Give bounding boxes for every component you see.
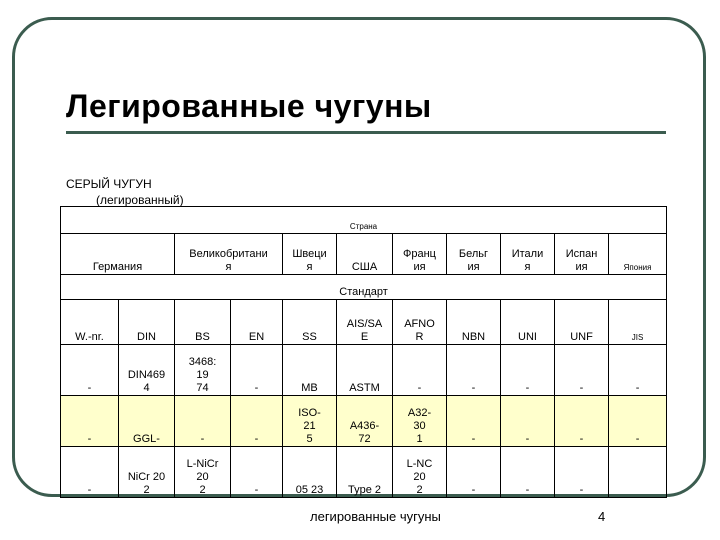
standard-header-cell: SS [283,300,337,345]
table-cell: NiCr 20 2 [119,447,175,498]
slide-footer: легированные чугуны [310,509,441,524]
table-cell: A436- 72 [337,396,393,447]
table-cell: A32- 30 1 [393,396,447,447]
table-cell: L-NiCr 20 2 [175,447,231,498]
standard-header-cell: UNI [501,300,555,345]
table-cell: Type 2 [337,447,393,498]
table-cell: - [609,345,667,396]
standard-header-cell: DIN [119,300,175,345]
table-cell: - [231,447,283,498]
table-cell: - [231,396,283,447]
table-cell: MB [283,345,337,396]
table-caption [66,176,184,208]
table-cell: - [447,345,501,396]
country-cell: Франц ия [393,234,447,275]
table-cell: 05 23 [283,447,337,498]
table-cell [609,447,667,498]
page-number: 4 [598,509,606,524]
table-cell: - [555,345,609,396]
header-strana: Страна [61,207,667,234]
title-underline [66,131,666,134]
table-cell: - [501,447,555,498]
country-cell: США [337,234,393,275]
table-cell: - [61,396,119,447]
caption-line-1: СЕРЫЙ ЧУГУН [66,177,152,191]
table-cell: ASTM [337,345,393,396]
table-cell: - [61,447,119,498]
standard-header-cell: UNF [555,300,609,345]
header-standart: Стандарт [61,275,667,300]
table-cell: - [393,345,447,396]
slide-title: Легированные чугуны [66,88,432,124]
table-cell: - [555,396,609,447]
country-cell: Бельг ия [447,234,501,275]
standard-header-cell: EN [231,300,283,345]
standard-header-cell: AFNO R [393,300,447,345]
country-cell: Итали я [501,234,555,275]
country-cell: Германия [61,234,175,275]
table-cell: 3468: 19 74 [175,345,231,396]
standard-header-cell: BS [175,300,231,345]
table-cell: ISO- 21 5 [283,396,337,447]
table-cell: - [501,345,555,396]
country-cell: Испан ия [555,234,609,275]
table-cell: DIN469 4 [119,345,175,396]
iron-standards-table [60,206,667,498]
standard-header-cell: AIS/SA E [337,300,393,345]
standard-header-cell: NBN [447,300,501,345]
table-cell: - [447,396,501,447]
country-cell: Швеци я [283,234,337,275]
table-cell: - [609,396,667,447]
table-cell: - [231,345,283,396]
standard-header-cell: W.-nr. [61,300,119,345]
table-cell: - [447,447,501,498]
table-cell: - [61,345,119,396]
table-cell: L-NC 20 2 [393,447,447,498]
caption-line-2: (легированный) [96,193,184,207]
table-cell: - [555,447,609,498]
table-cell: - [501,396,555,447]
standard-header-cell: JIS [609,300,667,345]
country-cell: Япония [609,234,667,275]
country-cell: Великобритани я [175,234,283,275]
table-cell: - [175,396,231,447]
table-cell: GGL- [119,396,175,447]
